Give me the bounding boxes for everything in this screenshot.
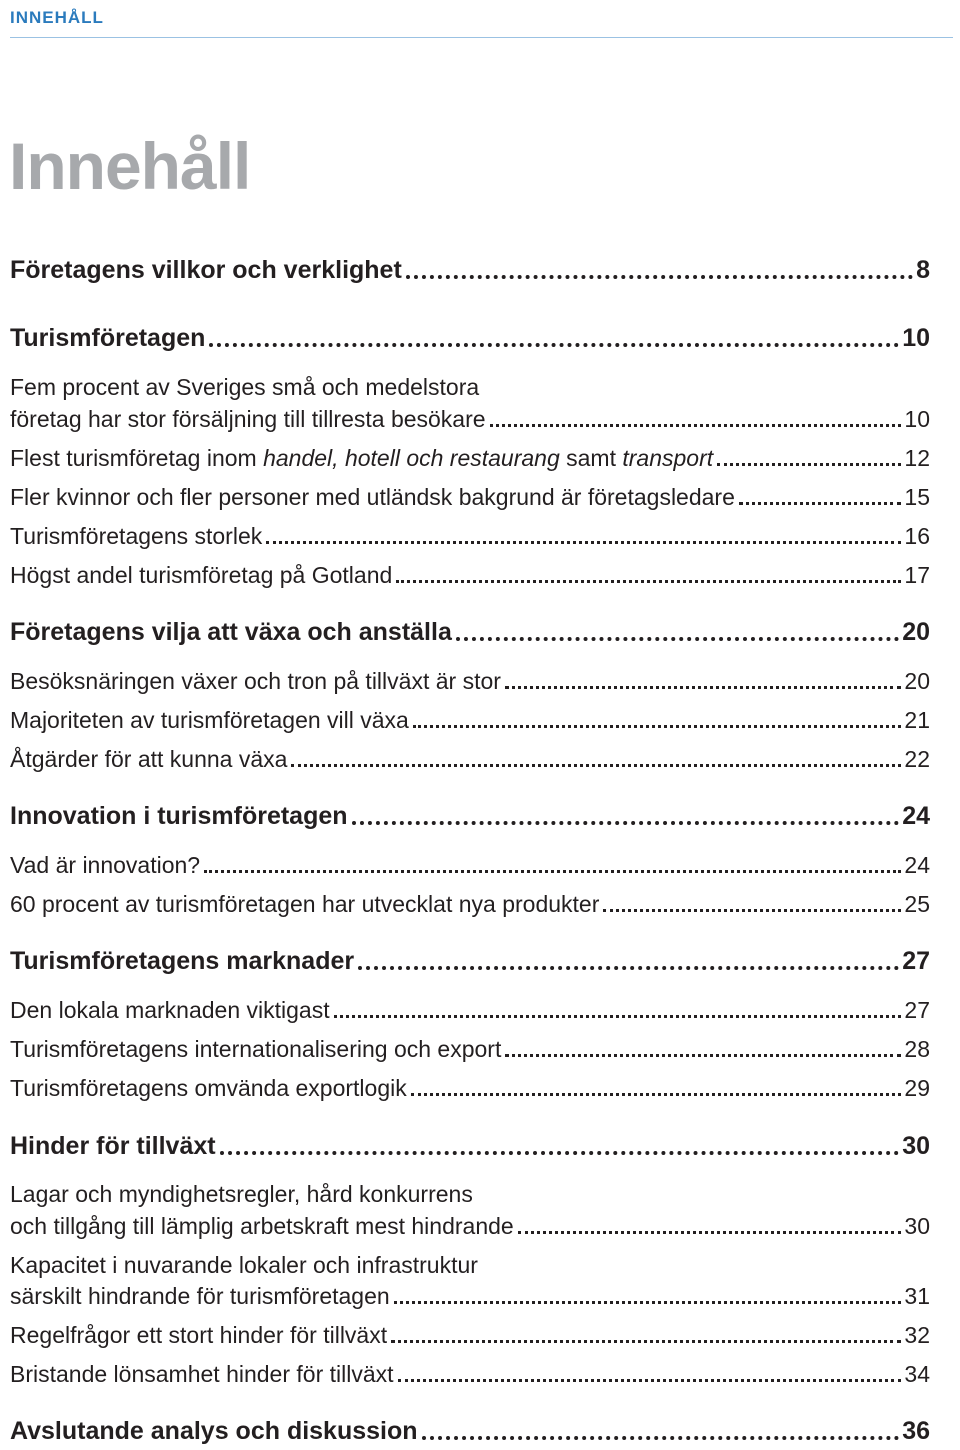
toc-entry-title: företag har stor försäljning till tillresta besökare [10, 406, 486, 432]
toc-entry[interactable] [10, 1322, 930, 1349]
toc-entry-page: 20 [904, 668, 930, 694]
dot-leader [406, 275, 913, 279]
toc-entry[interactable] [10, 523, 930, 550]
dot-leader [396, 580, 901, 583]
toc-entry-title: Hinder för tillväxt [10, 1132, 216, 1160]
toc-section-entry[interactable] [10, 1417, 930, 1446]
toc-entry[interactable] [10, 997, 930, 1024]
toc-entry-title: Avslutande analys och diskussion [10, 1417, 418, 1445]
toc-entry-page: 25 [904, 891, 930, 917]
toc-entry[interactable] [10, 852, 930, 879]
toc-entry[interactable] [10, 1075, 930, 1102]
dot-leader [413, 725, 902, 728]
dot-leader [411, 1093, 902, 1096]
toc-entry[interactable] [10, 484, 930, 511]
toc-entry-title: Högst andel turismföretag på Gotland [10, 562, 393, 588]
toc-entry-title-line: Fem procent av Sveriges små och medelstora [10, 374, 480, 400]
dot-leader [398, 1379, 902, 1382]
toc-entry-page: 22 [904, 746, 930, 772]
toc-entry-page: 29 [904, 1075, 930, 1101]
dot-leader [505, 1054, 901, 1057]
toc-entry[interactable] [10, 562, 930, 589]
dot-leader [518, 1231, 902, 1234]
dot-leader [220, 1151, 900, 1155]
dot-leader [490, 424, 902, 427]
toc-entry[interactable] [10, 1213, 930, 1240]
dot-leader [391, 1340, 901, 1343]
toc-entry-title: 60 procent av turismföretagen har utvecklat nya produkter [10, 891, 600, 917]
toc-entry-page: 16 [904, 523, 930, 549]
toc-entry-title: Turismföretagens omvända exportlogik [10, 1075, 407, 1101]
dot-leader [204, 870, 901, 873]
toc-entry[interactable] [10, 1283, 930, 1310]
toc-entry[interactable] [10, 891, 930, 918]
toc-section-entry[interactable] [10, 324, 930, 353]
dot-leader [266, 541, 901, 544]
dot-leader [505, 686, 902, 689]
toc-entry-page: 28 [904, 1036, 930, 1062]
toc-entry-page: 24 [904, 852, 930, 878]
page-title: Innehåll [9, 129, 251, 203]
toc-entry-title: Den lokala marknaden viktigast [10, 997, 330, 1023]
toc-entry-title: Innovation i turismföretagen [10, 802, 348, 830]
toc-entry-title: och tillgång till lämplig arbetskraft mest hindrande [10, 1213, 514, 1239]
toc-entry-page: 8 [916, 256, 930, 284]
toc-entry-page: 15 [904, 484, 930, 510]
toc-entry-title-line: Lagar och myndighetsregler, hård konkurrens [10, 1181, 473, 1207]
dot-leader [394, 1301, 902, 1304]
toc-entry[interactable] [10, 746, 930, 773]
toc-section-entry[interactable] [10, 1132, 930, 1161]
dot-leader [456, 637, 899, 641]
toc-entry-title: Majoriteten av turismföretagen vill växa [10, 707, 409, 733]
toc-section-entry[interactable] [10, 802, 930, 831]
toc-entry[interactable] [10, 445, 930, 472]
toc-entry-page: 24 [902, 802, 930, 830]
toc-entry-title: Turismföretagens internationalisering och export [10, 1036, 502, 1062]
toc-entry-page: 34 [904, 1361, 930, 1387]
toc-entry-title: Fler kvinnor och fler personer med utländsk bakgrund är företagsledare [10, 484, 735, 510]
dot-leader [358, 966, 899, 970]
toc-entry-title: Vad är innovation? [10, 852, 201, 878]
dot-leader [739, 502, 902, 505]
toc-section-entry[interactable] [10, 618, 930, 647]
dot-leader [334, 1015, 902, 1018]
dot-leader [209, 343, 899, 347]
toc-entry[interactable] [10, 707, 930, 734]
toc-entry-page: 20 [902, 618, 930, 646]
toc-entry-page: 10 [904, 406, 930, 432]
toc-entry-title: Företagens vilja att växa och anställa [10, 618, 452, 646]
dot-leader [352, 821, 900, 825]
toc-entry-title: Turismföretagens marknader [10, 947, 355, 975]
toc-entry[interactable] [10, 406, 930, 433]
toc-entry-title: Åtgärder för att kunna växa [10, 746, 288, 772]
toc-entry-page: 30 [904, 1213, 930, 1239]
toc-entry-page: 31 [904, 1283, 930, 1309]
running-head: INNEHÅLL [10, 8, 104, 27]
toc-entry-page: 36 [902, 1417, 930, 1445]
dot-leader [291, 764, 901, 767]
toc-entry-title: särskilt hindrande för turismföretagen [10, 1283, 390, 1309]
toc-entry-title: Turismföretagens storlek [10, 523, 263, 549]
toc-entry[interactable] [10, 668, 930, 695]
dot-leader [717, 463, 901, 466]
toc-entry-title-line: Kapacitet i nuvarande lokaler och infrastruktur [10, 1252, 478, 1278]
toc-section-entry[interactable] [10, 256, 930, 285]
toc-entry[interactable] [10, 1036, 930, 1063]
toc-entry-title: Turismföretagen [10, 324, 206, 352]
toc-section-entry[interactable] [10, 947, 930, 976]
toc-entry-page: 10 [902, 324, 930, 352]
toc-entry-page: 27 [904, 997, 930, 1023]
toc-entry-title: Företagens villkor och verklighet [10, 256, 402, 284]
toc-entry-title: Regelfrågor ett stort hinder för tillväxt [10, 1322, 388, 1348]
toc-entry-page: 30 [902, 1132, 930, 1160]
toc-entry[interactable] [10, 1361, 930, 1388]
toc-entry-title: Bristande lönsamhet hinder för tillväxt [10, 1361, 394, 1387]
toc-entry-page: 12 [904, 445, 930, 471]
toc-entry-page: 27 [902, 947, 930, 975]
header-divider [10, 37, 953, 38]
toc-entry-page: 17 [904, 562, 930, 588]
toc-entry-page: 32 [904, 1322, 930, 1348]
toc-entry-title: Besöksnäringen växer och tron på tillväxt är stor [10, 668, 501, 694]
toc-entry-page: 21 [904, 707, 930, 733]
dot-leader [603, 909, 901, 912]
toc-entry-title: Flest turismföretag inom handel, hotell och restaurang samt transport [10, 445, 714, 471]
dot-leader [422, 1436, 900, 1440]
